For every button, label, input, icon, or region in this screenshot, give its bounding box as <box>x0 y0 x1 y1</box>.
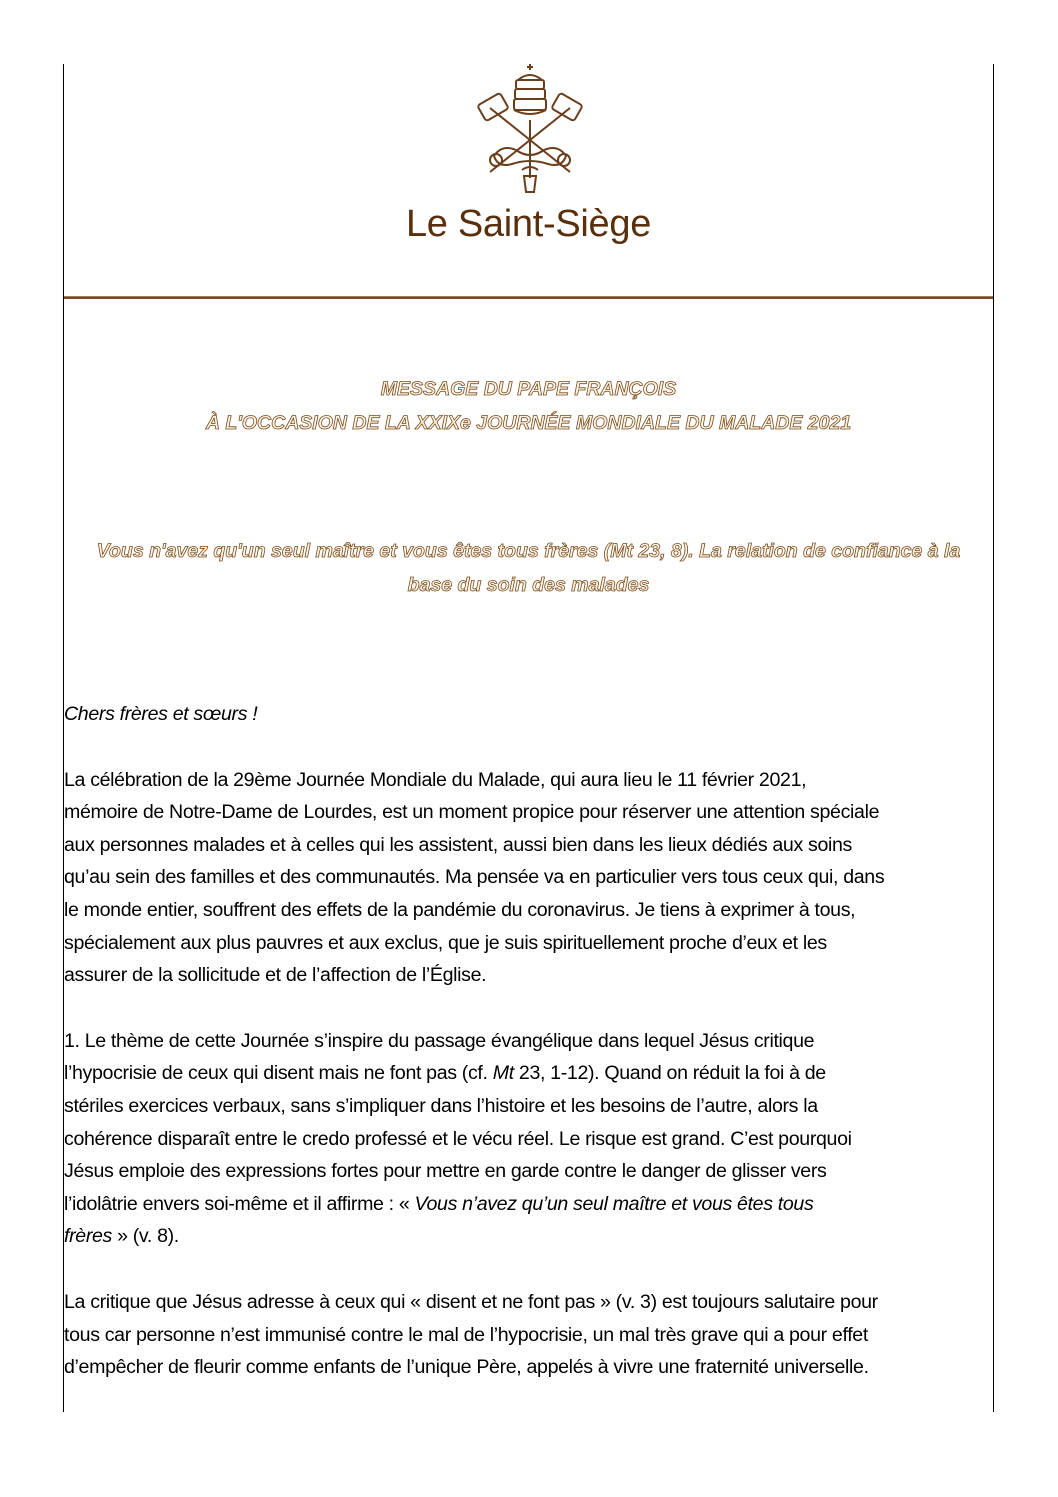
paragraph-line: stériles exercices verbaux, sans s’impliquer dans l’histoire et les besoins de l’autre, alors la <box>64 1094 818 1117</box>
message-body <box>64 698 994 1384</box>
text-run: » (v. 8). <box>112 1225 179 1248</box>
greeting: Chers frères et sœurs ! <box>64 703 258 725</box>
paragraph-line: qu’au sein des familles et des communautés. Ma pensée va en particulier vers tous ceux qui, dans <box>64 866 885 889</box>
paragraph-line: aux personnes malades et à celles qui les assistent, aussi bien dans les lieux dédiés aux soins <box>64 833 852 856</box>
paragraph-2 <box>64 1025 994 1253</box>
paragraph-3 <box>64 1286 994 1384</box>
header-divider <box>64 296 993 299</box>
message-subtitle <box>64 534 993 602</box>
paragraph-line: Jésus emploie des expressions fortes pour mettre en garde contre le danger de glisser vers <box>64 1160 827 1183</box>
paragraph-line <box>64 1057 994 1090</box>
paragraph-line <box>64 1188 994 1221</box>
message-title-line: MESSAGE DU PAPE FRANÇOIS <box>380 378 677 400</box>
quotation: frères <box>64 1225 112 1248</box>
message-subtitle-line: Vous n'avez qu'un seul maître et vous êtes tous frères (Mt 23, 8). La relation de confiance à la <box>96 540 961 562</box>
site-title: Le Saint-Siège <box>405 203 652 245</box>
paragraph-line: La célébration de la 29ème Journée Mondiale du Malade, qui aura lieu le 11 février 2021, <box>64 768 807 791</box>
text-run: 23, 1-12). Quand on réduit la foi à de <box>513 1062 826 1085</box>
message-title <box>64 372 993 440</box>
paragraph-line: 1. Le thème de cette Journée s’inspire du passage évangélique dans lequel Jésus critique <box>64 1029 815 1052</box>
paragraph-line: tous car personne n’est immunisé contre le mal de l’hypocrisie, un mal très grave qui a pour effet <box>64 1323 868 1346</box>
text-run: l’idolâtrie envers soi-même et il affirme : « <box>64 1192 415 1215</box>
paragraph-line <box>64 1220 994 1253</box>
quotation: Vous n’avez qu’un seul maître et vous êtes tous <box>414 1192 814 1215</box>
paragraph-line: La critique que Jésus adresse à ceux qui « disent et ne font pas » (v. 3) est toujours salutaire pour <box>64 1290 878 1313</box>
paragraph-line: mémoire de Notre-Dame de Lourdes, est un moment propice pour réserver une attention spéciale <box>64 801 880 824</box>
message-title-line: À L'OCCASION DE LA XXIXe JOURNÉE MONDIALE DU MALADE 2021 <box>205 412 852 434</box>
message-subtitle-line: base du soin des malades <box>407 574 650 596</box>
paragraph-line: d’empêcher de fleurir comme enfants de l’unique Père, appelés à vivre une fraternité universelle. <box>64 1356 869 1379</box>
text-run: l’hypocrisie de ceux qui disent mais ne font pas (cf. <box>64 1062 493 1085</box>
scripture-ref: Mt <box>492 1062 514 1085</box>
paragraph-line: cohérence disparaît entre le credo professé et le vécu réel. Le risque est grand. C’est pourquoi <box>64 1127 852 1150</box>
paragraph-1 <box>64 764 994 992</box>
paragraph-line: assurer de la sollicitude et de l’affection de l’Église. <box>64 964 487 987</box>
paragraph-line: spécialement aux plus pauvres et aux exclus, que je suis spirituellement proche d’eux et les <box>64 931 827 954</box>
holy-see-crest-icon <box>472 60 588 198</box>
paragraph-line: le monde entier, souffrent des effets de la pandémie du coronavirus. Je tiens à exprimer à tous, <box>64 898 856 921</box>
